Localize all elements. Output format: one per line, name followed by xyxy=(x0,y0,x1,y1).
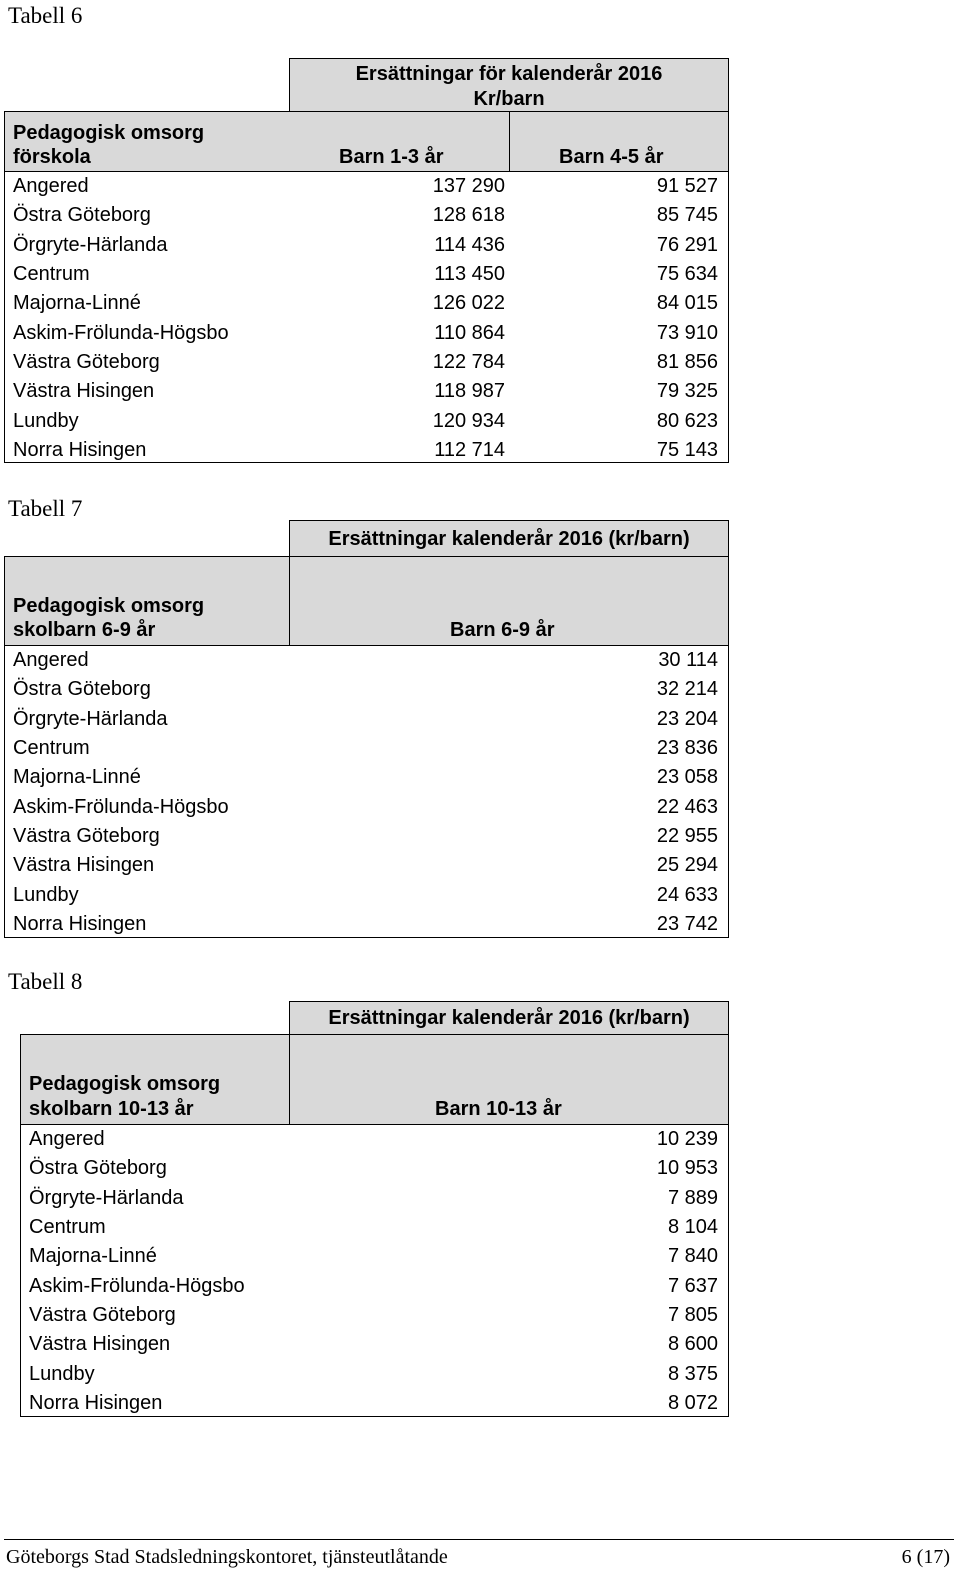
row-name: Östra Göteborg xyxy=(13,678,151,701)
table-row xyxy=(21,1360,728,1389)
tabell7-header-divider xyxy=(289,557,290,645)
row-name: Angered xyxy=(13,175,89,197)
row-value-v1: 23 204 xyxy=(656,707,718,730)
row-value-v1: 137 290 xyxy=(432,175,505,197)
row-value-v2: 79 325 xyxy=(656,380,718,403)
row-name: Västra Hisingen xyxy=(13,854,155,877)
row-name: Norra Hisingen xyxy=(13,913,147,936)
tabell6-header-line1: Ersättningar för kalenderår 2016 xyxy=(355,63,663,85)
tabell8-col1-header: Barn 10-13 år xyxy=(435,1098,562,1120)
row-name: Askim-Frölunda-Högsbo xyxy=(29,1274,245,1297)
tabell8-header xyxy=(289,1001,729,1036)
row-name: Angered xyxy=(13,649,89,671)
row-name: Lundby xyxy=(29,1362,95,1385)
row-value-v1: 32 214 xyxy=(656,678,718,701)
row-value-v1: 114 436 xyxy=(434,233,505,256)
table-row xyxy=(5,705,728,734)
row-value-v1: 23 836 xyxy=(656,737,718,760)
row-name: Angered xyxy=(29,1128,105,1150)
tabell6-header xyxy=(289,58,729,112)
table-row xyxy=(21,1242,728,1271)
row-name: Norra Hisingen xyxy=(13,439,147,462)
row-name: Majorna-Linné xyxy=(29,1245,157,1268)
tabell8-header-divider xyxy=(289,1035,290,1124)
table-row xyxy=(5,348,728,377)
table-row xyxy=(5,407,728,436)
row-name: Östra Göteborg xyxy=(13,204,151,227)
row-value-v1: 126 022 xyxy=(432,292,505,315)
row-value-v2: 75 143 xyxy=(656,439,718,462)
table-row xyxy=(5,675,728,704)
table-row xyxy=(5,734,728,763)
table-row xyxy=(5,231,728,260)
row-name: Lundby xyxy=(13,409,79,432)
row-value-v2: 91 527 xyxy=(656,175,718,197)
row-value-v1: 7 840 xyxy=(667,1245,718,1268)
row-value-v1: 112 714 xyxy=(434,439,505,462)
row-name: Majorna-Linné xyxy=(13,766,141,789)
tabell6-col2-header: Barn 4-5 år xyxy=(559,146,664,168)
table-row xyxy=(5,377,728,406)
table-row xyxy=(5,319,728,348)
tabell6-header-divider xyxy=(509,112,510,171)
table-row xyxy=(5,910,728,939)
row-name: Örgryte-Härlanda xyxy=(13,233,168,256)
table-row xyxy=(5,763,728,792)
table-row xyxy=(21,1213,728,1242)
row-value-v1: 120 934 xyxy=(432,409,505,432)
row-value-v1: 23 058 xyxy=(656,766,718,789)
table-row xyxy=(21,1184,728,1213)
row-value-v1: 22 955 xyxy=(656,825,718,848)
row-value-v1: 128 618 xyxy=(432,204,505,227)
row-value-v1: 7 637 xyxy=(667,1274,718,1297)
tabell8-caption: Tabell 8 xyxy=(8,969,83,994)
row-value-v1: 8 600 xyxy=(667,1333,718,1356)
row-name: Östra Göteborg xyxy=(29,1157,167,1180)
row-value-v1: 10 239 xyxy=(656,1128,718,1150)
row-value-v1: 30 114 xyxy=(658,649,718,671)
table-row xyxy=(21,1125,728,1154)
tabell6-col1-header: Barn 1-3 år xyxy=(339,146,444,168)
tabell6-row-label-1: Pedagogisk omsorg xyxy=(13,122,205,144)
row-value-v1: 110 864 xyxy=(434,321,505,344)
table-row xyxy=(5,201,728,230)
tabell6-table xyxy=(4,111,729,463)
row-value-v1: 25 294 xyxy=(656,854,718,877)
table-row xyxy=(21,1272,728,1301)
table-row xyxy=(5,436,728,465)
tabell6-header-line2: Kr/barn xyxy=(473,88,545,110)
row-value-v1: 7 805 xyxy=(667,1304,718,1327)
row-value-v2: 85 745 xyxy=(656,204,718,227)
tabell6-caption: Tabell 6 xyxy=(8,3,83,28)
row-value-v2: 75 634 xyxy=(656,263,718,286)
row-value-v1: 22 463 xyxy=(656,795,718,818)
row-value-v1: 24 633 xyxy=(656,883,718,906)
row-value-v1: 8 375 xyxy=(667,1362,718,1385)
table-row xyxy=(5,646,728,675)
row-value-v2: 80 623 xyxy=(656,409,718,432)
footer-left: Göteborgs Stad Stadsledningskontoret, tjänsteutlåtande xyxy=(6,1546,448,1568)
row-name: Västra Göteborg xyxy=(13,825,160,848)
row-value-v1: 23 742 xyxy=(656,913,718,936)
table-row xyxy=(21,1154,728,1183)
row-name: Askim-Frölunda-Högsbo xyxy=(13,795,229,818)
tabell7-header-text: Ersättningar kalenderår 2016 (kr/barn) xyxy=(328,528,690,550)
row-name: Örgryte-Härlanda xyxy=(13,707,168,730)
row-value-v1: 122 784 xyxy=(432,351,505,374)
row-name: Askim-Frölunda-Högsbo xyxy=(13,321,229,344)
table-row xyxy=(5,289,728,318)
tabell7-table xyxy=(4,556,729,938)
row-name: Västra Göteborg xyxy=(13,351,160,374)
row-value-v1: 8 072 xyxy=(667,1392,718,1415)
row-value-v1: 118 987 xyxy=(434,380,505,403)
table-row xyxy=(21,1389,728,1418)
row-name: Västra Hisingen xyxy=(13,380,155,403)
row-value-v2: 73 910 xyxy=(656,321,718,344)
row-name: Centrum xyxy=(29,1216,106,1239)
table-row xyxy=(5,172,728,201)
row-name: Majorna-Linné xyxy=(13,292,141,315)
row-name: Västra Hisingen xyxy=(29,1333,171,1356)
table-row xyxy=(5,793,728,822)
tabell7-header xyxy=(289,520,729,558)
row-name: Lundby xyxy=(13,883,79,906)
row-value-v1: 10 953 xyxy=(656,1157,718,1180)
row-name: Centrum xyxy=(13,737,90,760)
row-name: Norra Hisingen xyxy=(29,1392,163,1415)
row-name: Centrum xyxy=(13,263,90,286)
row-name: Örgryte-Härlanda xyxy=(29,1186,184,1209)
tabell8-table xyxy=(20,1034,729,1417)
table-row xyxy=(5,822,728,851)
table-row xyxy=(5,851,728,880)
tabell8-header-text: Ersättningar kalenderår 2016 (kr/barn) xyxy=(328,1007,690,1029)
tabell7-row-label-2: skolbarn 6-9 år xyxy=(13,619,156,641)
tabell7-caption: Tabell 7 xyxy=(8,496,83,521)
row-value-v2: 76 291 xyxy=(656,233,718,256)
tabell8-row-label-1: Pedagogisk omsorg xyxy=(29,1073,221,1095)
row-value-v1: 8 104 xyxy=(667,1216,718,1239)
tabell7-col1-header: Barn 6-9 år xyxy=(450,619,555,641)
table-row xyxy=(5,881,728,910)
row-name: Västra Göteborg xyxy=(29,1304,176,1327)
tabell6-row-label-2: förskola xyxy=(13,146,91,168)
footer-page-number: 6 (17) xyxy=(901,1546,950,1568)
row-value-v2: 84 015 xyxy=(656,292,718,315)
tabell7-row-label-1: Pedagogisk omsorg xyxy=(13,595,205,617)
row-value-v1: 7 889 xyxy=(667,1186,718,1209)
footer-rule xyxy=(4,1539,954,1540)
row-value-v1: 113 450 xyxy=(434,263,505,286)
row-value-v2: 81 856 xyxy=(656,351,718,374)
tabell8-row-label-2: skolbarn 10-13 år xyxy=(29,1098,194,1120)
table-row xyxy=(5,260,728,289)
table-row xyxy=(21,1330,728,1359)
table-row xyxy=(21,1301,728,1330)
